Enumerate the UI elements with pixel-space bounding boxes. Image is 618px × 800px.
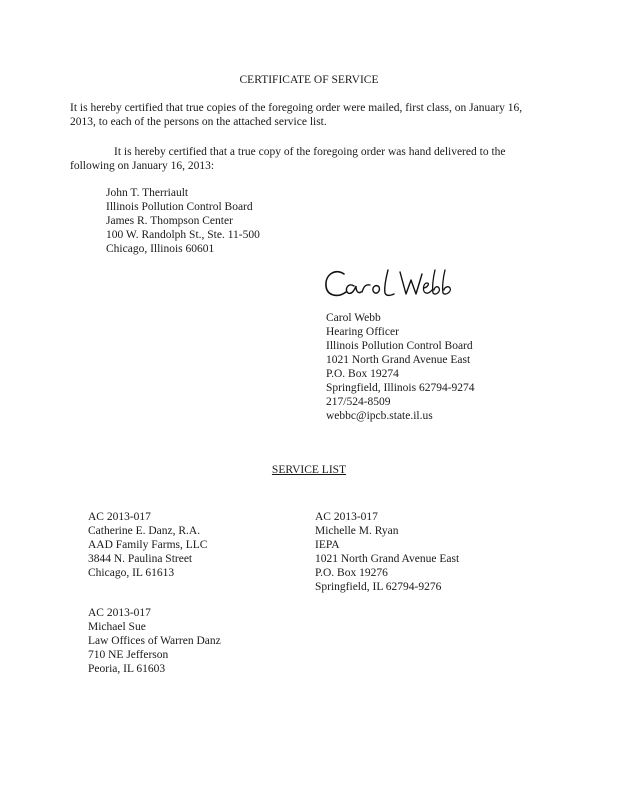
entry-name: Catherine E. Danz, R.A. xyxy=(88,525,201,537)
service-list-title: SERVICE LIST xyxy=(271,464,347,476)
mailed-paragraph: It is hereby certified that true copies of the foregoing order were mailed, first class, on January 16, 2013, to each of the persons on the attached service list. xyxy=(70,102,523,128)
entry-city: Peoria, IL 61603 xyxy=(88,663,166,675)
recipient-building: James R. Thompson Center xyxy=(106,215,233,227)
service-entry-sue xyxy=(88,606,221,676)
certificate-title: CERTIFICATE OF SERVICE xyxy=(239,74,379,86)
hand-delivered-paragraph: It is hereby certified that a true copy of the foregoing order was hand delivered to the following on January 16, 2013: xyxy=(70,146,506,172)
recipient-organization: Illinois Pollution Control Board xyxy=(106,201,253,213)
recipient-name: John T. Therriault xyxy=(106,187,189,199)
recipient-city: Chicago, Illinois 60601 xyxy=(106,243,215,255)
entry-street: 3844 N. Paulina Street xyxy=(88,553,193,565)
entry-case-number: AC 2013-017 xyxy=(315,511,378,523)
service-entry-ryan xyxy=(315,510,459,594)
entry-organization: AAD Family Farms, LLC xyxy=(88,539,208,551)
signer-city: Springfield, Illinois 62794-9274 xyxy=(326,382,475,394)
entry-case-number: AC 2013-017 xyxy=(88,607,151,619)
signer-po-box: P.O. Box 19274 xyxy=(326,368,399,380)
entry-case-number: AC 2013-017 xyxy=(88,511,151,523)
signer-phone: 217/524-8509 xyxy=(326,396,391,408)
handwritten-signature xyxy=(322,262,457,307)
entry-city: Springfield, IL 62794-9276 xyxy=(315,581,442,593)
signer-email: webbc@ipcb.state.il.us xyxy=(326,410,433,422)
entry-po-box: P.O. Box 19276 xyxy=(315,567,388,579)
recipient-street: 100 W. Randolph St., Ste. 11-500 xyxy=(106,229,260,241)
signer-street: 1021 North Grand Avenue East xyxy=(326,354,471,366)
signer-organization: Illinois Pollution Control Board xyxy=(326,340,473,352)
entry-street: 710 NE Jefferson xyxy=(88,649,169,661)
entry-organization: IEPA xyxy=(315,539,340,551)
signer-title: Hearing Officer xyxy=(326,326,399,338)
signer-name: Carol Webb xyxy=(326,312,381,324)
service-entry-danz xyxy=(88,510,207,580)
hand-delivered-recipient xyxy=(106,186,260,256)
signer-block xyxy=(326,311,475,423)
entry-name: Michael Sue xyxy=(88,621,146,633)
entry-city: Chicago, IL 61613 xyxy=(88,567,175,579)
entry-name: Michelle M. Ryan xyxy=(315,525,399,537)
entry-street: 1021 North Grand Avenue East xyxy=(315,553,460,565)
entry-organization: Law Offices of Warren Danz xyxy=(88,635,221,647)
